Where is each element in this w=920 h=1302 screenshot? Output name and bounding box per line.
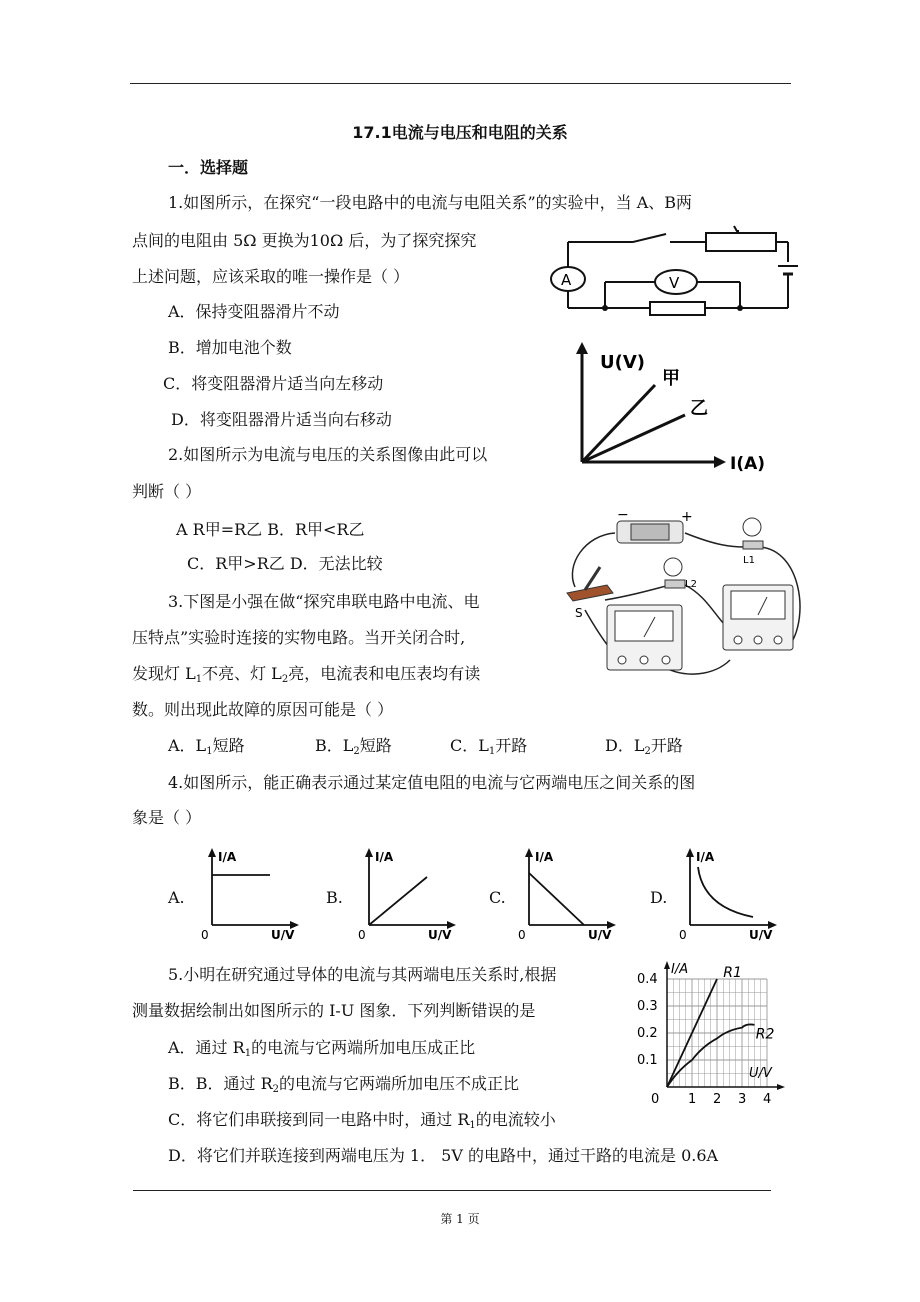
y-tick-label: 0.1: [637, 1053, 658, 1068]
q3-line2: 压特点”实验时连接的实物电路。当开关闭合时,: [132, 628, 466, 647]
x-tick-label: 1: [688, 1092, 697, 1107]
q1-line3: 上述问题，应该采取的唯一操作是（ ）: [132, 267, 410, 286]
q4-graph-d: [673, 845, 783, 945]
q1-line1: 1.如图所示，在探究“一段电路中的电流与电阻关系”的实验中，当 A、B两: [168, 193, 693, 212]
q4-graph-b: [352, 845, 462, 945]
q4c-y-label: I/A: [535, 850, 554, 864]
q4-graph-a: [195, 845, 305, 945]
q4d-x-label: U/V: [749, 928, 773, 942]
q5-line2: 测量数据绘制出如图所示的 I-U 图象．下列判断错误的是: [132, 1001, 536, 1020]
q3-option-d: D．$L_2$开路: [605, 736, 683, 757]
q1-line2: 点间的电阻由 5Ω 更换为10Ω 后，为了探究探究: [132, 231, 477, 250]
q4b-y-label: I/A: [375, 850, 394, 864]
q2-x-label: I(A): [730, 454, 766, 474]
footer-rule: [133, 1190, 771, 1191]
q2-options-cd: C．R甲>R乙 D．无法比较: [187, 554, 383, 573]
y-axis-arrow: [664, 961, 670, 969]
q4-line1: 4.如图所示，能正确表示通过某定值电阻的电流与它两端电压之间关系的图: [168, 773, 696, 792]
q2-line2: 判断（ ）: [132, 482, 202, 501]
q4c-x-label: U/V: [588, 928, 612, 942]
q1-option-b: B．增加电池个数: [168, 338, 292, 357]
x-tick-label: 3: [738, 1092, 747, 1107]
lamp-l2-label: L2: [685, 579, 697, 590]
q3-line4: 数。则出现此故障的原因可能是（ ）: [132, 700, 394, 719]
y-tick-label: 0.4: [637, 972, 658, 987]
x-tick-label: 2: [713, 1092, 722, 1107]
q3-option-b: B．$L_2$短路: [315, 736, 392, 757]
q2-series-yi: 乙: [690, 398, 708, 419]
q2-options-ab: A R甲=R乙 B．R甲<R乙: [176, 520, 365, 539]
q4b-x-label: U/V: [428, 928, 452, 942]
q4-line2: 象是（ ）: [132, 808, 202, 827]
x-tick-label: 0: [651, 1092, 660, 1107]
q4a-origin: 0: [201, 928, 209, 942]
section-heading: 一．选择题: [168, 158, 249, 177]
x-axis-arrow: [777, 1084, 785, 1090]
q3-option-c: C．$L_1$开路: [450, 736, 528, 757]
q4-graph-c: [512, 845, 622, 945]
y-axis-label: I/A: [671, 962, 689, 977]
voltmeter-label: V: [669, 274, 680, 292]
lamp-l1-label: L1: [743, 555, 755, 566]
q5-option-d: D．将它们并联连接到两端电压为 1． 5V 的电路中，通过干路的电流是 0.6A: [168, 1146, 719, 1165]
q4d-origin: 0: [679, 928, 687, 942]
header-rule: [130, 83, 791, 84]
q4d-y-label: I/A: [696, 850, 715, 864]
page-title: 17.1电流与电压和电阻的关系: [352, 123, 568, 142]
q5-option-b: B．B．通过 $R_2$的电流与它两端所加电压不成正比: [168, 1074, 520, 1095]
q1-option-c: C．将变阻器滑片适当向左移动: [163, 374, 384, 393]
battery-minus: −: [617, 507, 629, 523]
x-axis-label: U/V: [749, 1066, 772, 1081]
q3-line3: 发现灯 $L_1$不亮、灯 $L_2$亮，电流表和电压表均有读: [132, 664, 481, 685]
y-tick-label: 0.3: [637, 999, 658, 1014]
q4b-origin: 0: [358, 928, 366, 942]
q1-circuit-diagram: [548, 222, 798, 327]
q5-line1: 5.小明在研究通过导体的电流与其两端电压关系时,根据: [168, 965, 557, 984]
q1-option-d: D．将变阻器滑片适当向右移动: [171, 410, 392, 429]
q3-physical-circuit: [545, 505, 820, 695]
q2-series-jia: 甲: [662, 368, 680, 389]
q4-label-c: C.: [489, 888, 506, 907]
q5-option-c: C．将它们串联接到同一电路中时，通过 $R_1$的电流较小: [168, 1110, 556, 1131]
q5-option-a: A．通过 $R_1$的电流与它两端所加电压成正比: [168, 1038, 476, 1059]
q3-option-a: A．$L_1$短路: [168, 736, 245, 757]
series-label-r1: R1: [723, 965, 742, 981]
y-tick-label: 0.2: [637, 1026, 658, 1041]
x-tick-label: 4: [763, 1092, 772, 1107]
q4-label-b: B.: [326, 888, 343, 907]
q1-option-a: A．保持变阻器滑片不动: [168, 302, 340, 321]
battery-plus: +: [681, 509, 693, 525]
series-label-r2: R2: [755, 1026, 775, 1043]
q4-label-a: A.: [168, 888, 185, 907]
q5-i-u-chart: [630, 955, 795, 1110]
q2-line1: 2.如图所示为电流与电压的关系图像由此可以: [168, 445, 488, 464]
q4a-x-label: U/V: [271, 928, 295, 942]
q4a-y-label: I/A: [218, 850, 237, 864]
q4-label-d: D.: [650, 888, 668, 907]
page-number: 第 1 页: [440, 1212, 480, 1226]
q3-line1: 3.下图是小强在做“探究串联电路中电流、电: [168, 592, 480, 611]
q2-y-label: U(V): [600, 352, 645, 373]
q4c-origin: 0: [518, 928, 526, 942]
ammeter-label: A: [561, 271, 572, 289]
q2-u-i-graph: [570, 340, 780, 475]
switch-label: S: [575, 606, 583, 620]
